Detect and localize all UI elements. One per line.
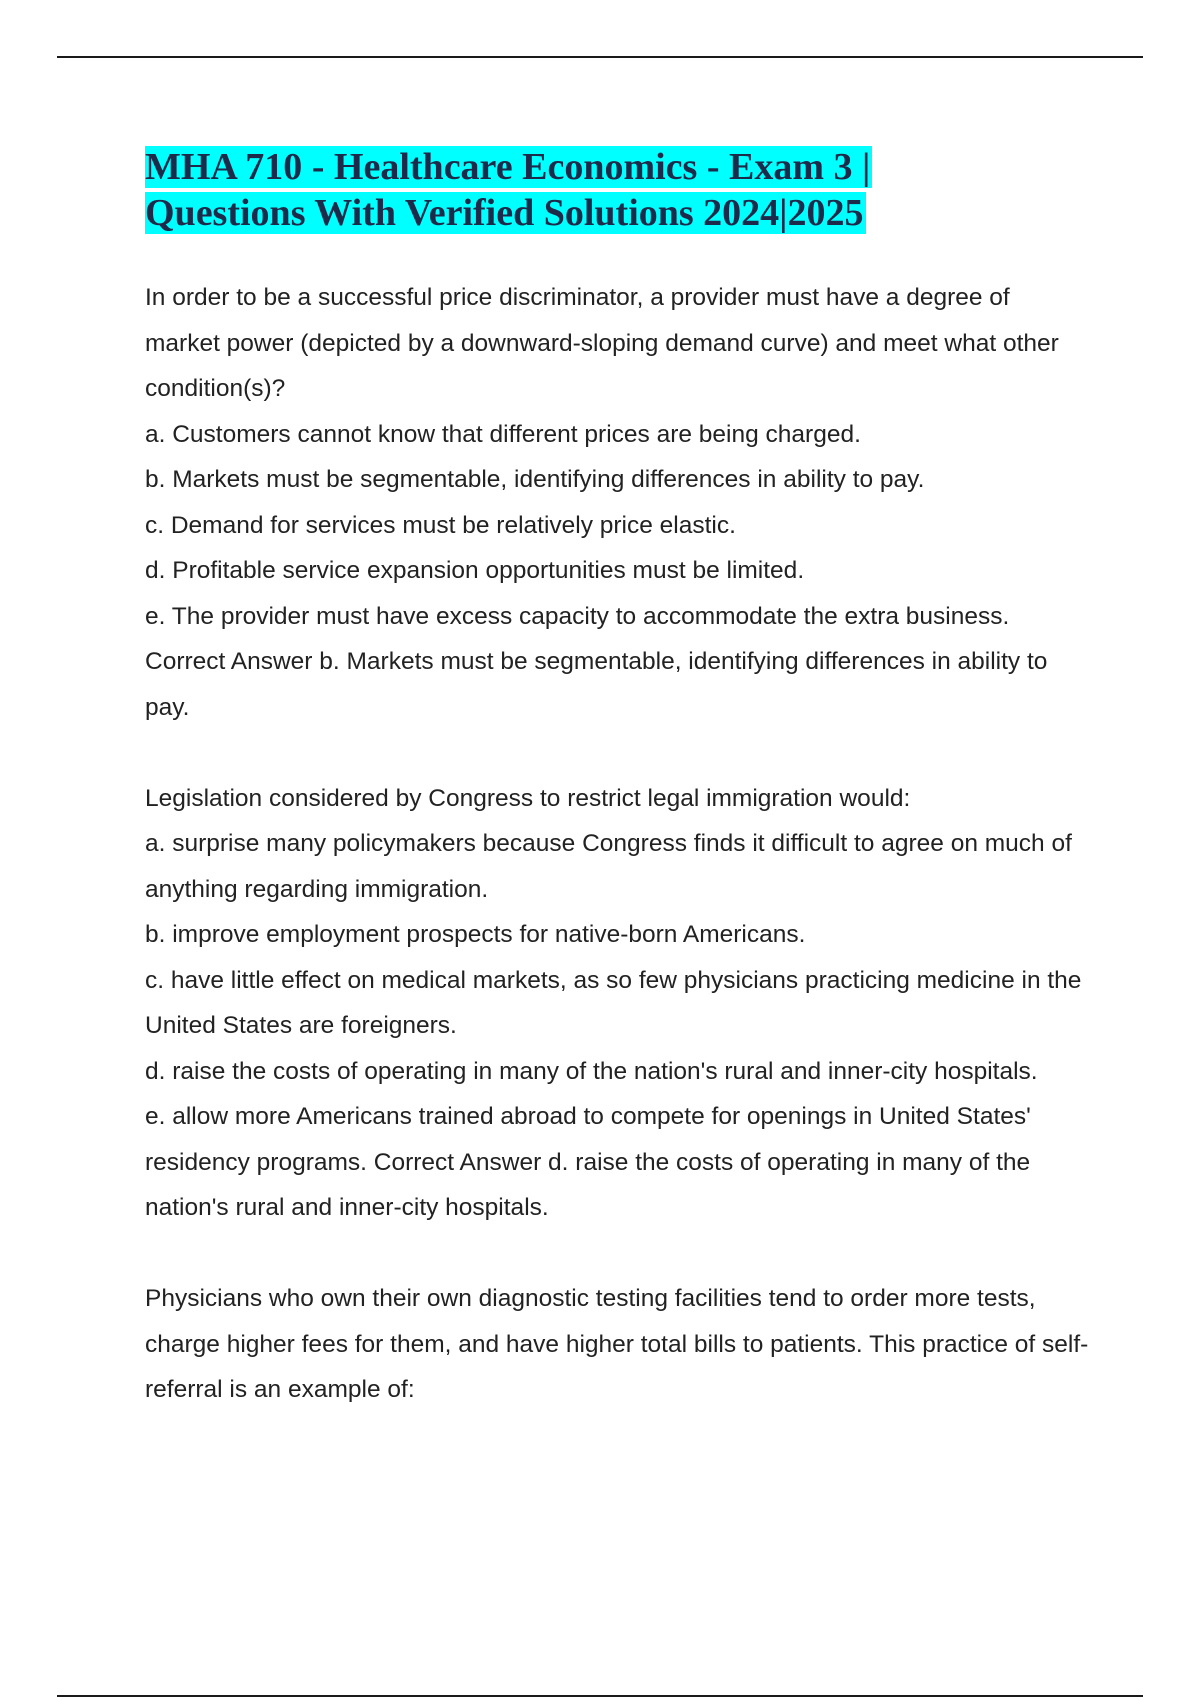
title-line-1: MHA 710 - Healthcare Economics - Exam 3 |: [145, 146, 871, 188]
question-1-option-c: c. Demand for services must be relatively price elastic.: [145, 511, 736, 539]
question-2: [145, 776, 1090, 1231]
document-title: [145, 144, 872, 236]
question-2-option-d: d. raise the costs of operating in many of the nation's rural and inner-city hospitals.: [145, 1057, 1038, 1085]
question-1-option-e: e. The provider must have excess capacity to accommodate the extra business.: [145, 602, 1010, 630]
question-1-stem: In order to be a successful price discriminator, a provider must have a degree of market power (depicted by a downward-sloping demand curve) and meet what other condition(s)?: [145, 284, 1059, 402]
question-2-option-a: a. surprise many policymakers because Congress finds it difficult to agree on much of anything regarding immigration.: [145, 830, 1072, 903]
question-1-option-a: a. Customers cannot know that different prices are being charged.: [145, 420, 861, 448]
document-body: [145, 275, 1090, 1413]
question-3: [145, 1276, 1090, 1413]
spacer: [145, 1231, 1090, 1277]
question-1-option-b: b. Markets must be segmentable, identifying differences in ability to pay.: [145, 466, 925, 493]
question-2-stem: Legislation considered by Congress to restrict legal immigration would:: [145, 784, 911, 812]
question-2-answer: Correct Answer d. raise the costs of operating in many of the nation's rural and inner-city hospitals.: [145, 1148, 1031, 1221]
spacer: [145, 730, 1090, 776]
question-1-option-d: d. Profitable service expansion opportunities must be limited.: [145, 557, 805, 584]
question-3-stem: Physicians who own their own diagnostic testing facilities tend to order more tests, charge higher fees for them, and have higher total bills to patients. This practice of self-referral is an example of:: [145, 1285, 1089, 1403]
footer-rule: [57, 1695, 1143, 1697]
question-2-option-e: e. allow more Americans trained abroad to compete for openings in United States' residency programs.: [145, 1103, 1031, 1176]
question-2-option-b: b. improve employment prospects for native-born Americans.: [145, 921, 806, 948]
question-2-option-c: c. have little effect on medical markets, as so few physicians practicing medicine in the United States are foreigners.: [145, 966, 1082, 1039]
question-1: [145, 275, 1090, 730]
title-line-2: Questions With Verified Solutions 2024|2025: [145, 192, 864, 234]
question-1-answer: Correct Answer b. Markets must be segmentable, identifying differences in ability to pay.: [145, 648, 1048, 721]
question-2-option-e-and-answer: [145, 1094, 1090, 1231]
header-rule: [57, 56, 1143, 58]
